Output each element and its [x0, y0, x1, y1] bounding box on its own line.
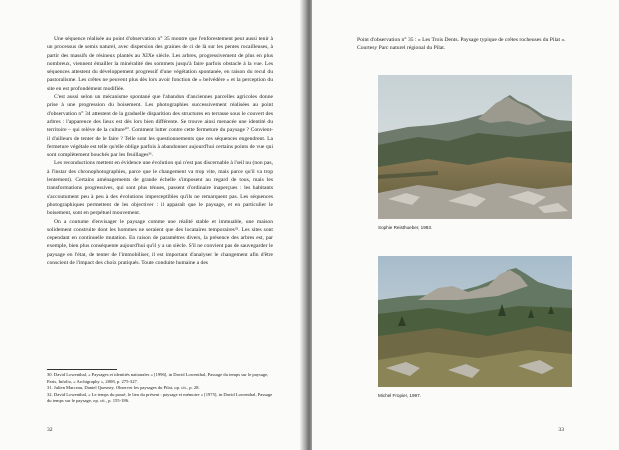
photo-credit-1: Sophie Reisthueber, 1993.: [378, 225, 433, 230]
photo-caption: Point d'observation n° 35 : « Les Trois Dents. Paysage typique de crêtes rocheuses du Pilat ». Courtesy Parc naturel régional du Pilat.: [357, 37, 566, 52]
footnote-rule: [47, 369, 117, 370]
paragraph: Une séquence réalisée au point d'observation n° 35 montre que l'enforestement peut aussi tenir à un processus de semis naturel, avec dispersion des graines de ci de là sur les pentes rocailleuses, à partir des massifs de résineux plantés au XIXe siècle. Les arbres, progressivement de plus en plus nombreux, viennent émailler la minéralité des sommets jusqu'à faire parfois obstacle à la vue. Les séquences attestent du développement progressif d'une végétation spontanée, en raison du recul du pastoralisme. Les crêtes ne peuvent plus dès lors avoir fonction de « belvédère » et la perception du site en est profondément modifiée.: [47, 36, 273, 92]
page-number-left: 32: [47, 427, 53, 433]
left-page: [0, 0, 306, 450]
photo-credit-2: Michel Fropier, 1997.: [378, 393, 421, 398]
footnote: 31. Julien Marceau, Daniel Quesney, Observer les paysages du Pilat, op. cit., p. 28.: [47, 385, 200, 391]
right-page: [312, 0, 619, 450]
photo-image-2: [378, 256, 572, 387]
paragraph: Les reconductions mettent en évidence une évolution qui n'est pas discernable à l'œil nu (non pas, à l'instar des chronophotographies, parce que le changement va trop vite, mais parce qu'il va trop lentement). Certains aménagements de grande échelle s'imposent au regard de tous, mais les transformations progressives, qui sont plus ténues, passent d'ordinaire inaperçues : les habitants s'accoutument peu à peu à des évolutions imperceptibles qu'ils ne remarquent pas. Les séquences photographiques permettent de les objectiver : il apparaît que le paysage, et en particulier le boisement, sont en perpétuel mouvement.: [47, 160, 273, 217]
paragraph: On a coutume d'envisager le paysage comme une réalité stable et immuable, une maison solidement construite dont les hommes ne seraient que des locataires temporaires³². Les sites sont cependant en continuelle mutation. En raison de paramètres divers, la présence des arbres est, par exemple, bien plus conséquente aujourd'hui qu'il y a un siècle. S'il ne convient pas de sauvegarder le paysage en l'état, de tenter de l'immobiliser, il est important d'analyser le changement afin d'être conscient de l'impact des choix pratiqués. Toute conduite humaine a des: [47, 218, 273, 267]
photo-image-1: [378, 75, 572, 219]
landscape-photo-1997: [378, 256, 572, 387]
landscape-photo-1993: [378, 75, 572, 219]
footnote: 32. David Lowenthal, « Le temps du passé, le lieu du présent : paysage et mémoire » [1975], in David Lowenthal, Passage du temps sur le paysage, op. cit., p. 155-186.: [47, 391, 273, 404]
page-number-right: 33: [558, 427, 564, 433]
footnote: 30. David Lowenthal, « Paysages et identités nationales » [1996], in David Lowenthal, Passage du temps sur le paysage, Paris, Infolio, « Archigraphy », 2008, p. 275-327.: [47, 372, 269, 384]
footnotes: [47, 372, 273, 405]
paragraph: C'est aussi selon un mécanisme spontané que l'abandon d'anciennes parcelles agricoles donne prise à une progression du boisement. Les photographies successivement réalisées au point d'observation n° 34 attestent de la graduelle disparition des structures en terrasse sous le couvert des arbres : l'apparence des lieux est dès lors bien différente. Se trouve ainsi menacée une identité du territoire – qui relève de la culture³⁰. Comment lutter contre cette fermeture du paysage ? Convient-il d'ailleurs de tenter de le faire ? Telle sont les questionnements que ces séquences engendrent. La fermeture végétale est telle qu'elle oblige parfois à abandonner aujourd'hui certains points de vue qui sont complètement bouchés par les feuillages³¹.: [47, 94, 273, 159]
body-text: [47, 35, 273, 267]
